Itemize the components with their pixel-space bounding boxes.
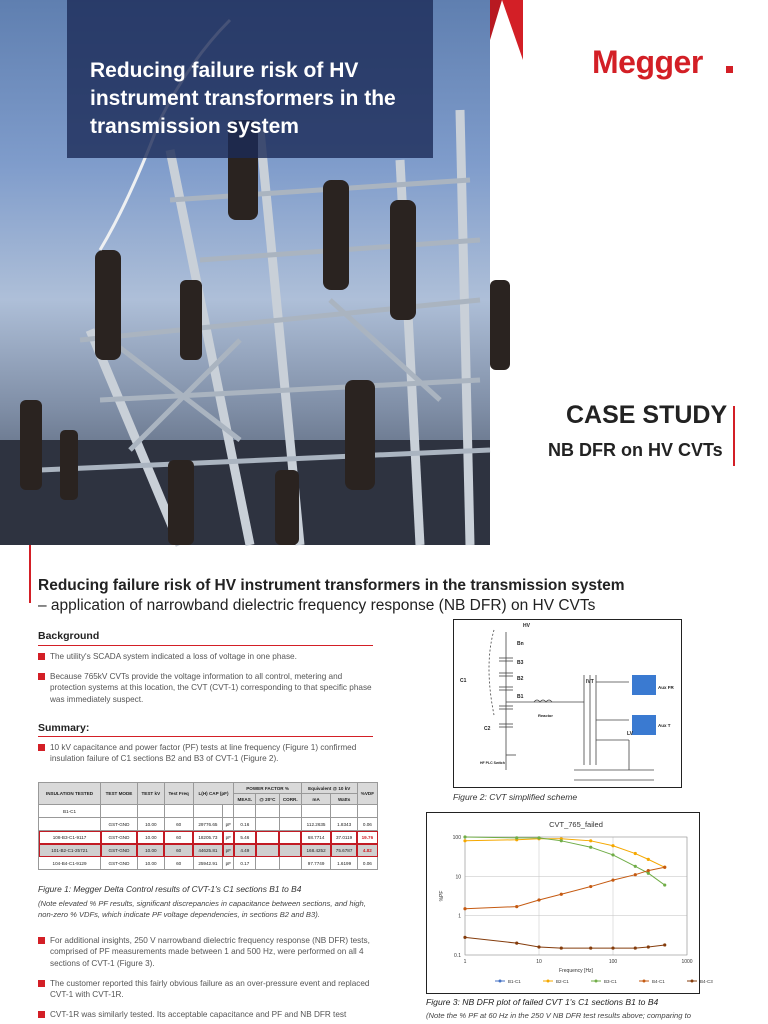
- table-cell: [256, 805, 280, 818]
- table-cell: GST-GND: [101, 857, 138, 870]
- label-b2: B2: [517, 676, 524, 682]
- figure3-caption: Figure 3: NB DFR plot of failed CVT 1's C1 sections B1 to B4: [426, 997, 659, 1007]
- table-cell: [101, 805, 138, 818]
- table-header: INSULATION TESTED: [39, 783, 101, 805]
- table-cell: [279, 844, 301, 857]
- table-row: [39, 831, 378, 844]
- summary-heading: Summary:: [38, 722, 90, 734]
- table-cell: 1.8343: [331, 818, 357, 831]
- table-cell: 60: [164, 844, 193, 857]
- table-cell: 10.00: [137, 818, 164, 831]
- data-point: [463, 839, 466, 842]
- label-aux-t: Aux T: [658, 723, 671, 728]
- table-cell: 104-B4-C1-9129: [39, 857, 101, 870]
- x-tick-label: 10: [536, 959, 542, 965]
- data-point: [647, 945, 650, 948]
- data-point: [463, 907, 466, 910]
- table-cell: [234, 805, 256, 818]
- megger-logo: Megger: [592, 44, 703, 80]
- background-bullet: Because 765kV CVTs provide the voltage information to all control, metering and protection systems at this location, the CVT (CVT-1) corresponding to that specific phase was immediately suspect.: [38, 671, 374, 705]
- body-bullet: CVT-1R was similarly tested. Its acceptable capacitance and PF and NB DFR test: [38, 1009, 374, 1020]
- table-cell: 4.49: [234, 844, 256, 857]
- data-point: [647, 869, 650, 872]
- label-ivt: IVT: [586, 679, 594, 685]
- table-cell: 168.4252: [301, 844, 331, 857]
- figure3-note: (Note the % PF at 60 Hz in the 250 V NB DFR test results above; comparing to: [426, 1011, 691, 1020]
- data-point: [560, 893, 563, 896]
- label-aux-fr: Aux FR: [658, 685, 674, 690]
- background-rule: [38, 645, 373, 646]
- table-header: POWER FACTOR %: [234, 783, 301, 794]
- table-cell: 101-B2-C1-25721: [39, 844, 101, 857]
- y-tick-label: 10: [455, 874, 461, 881]
- table-header: L(H) CAP (pF): [193, 783, 234, 805]
- data-point: [463, 835, 466, 838]
- table-cell: pF: [223, 844, 234, 857]
- table-cell: 5.46: [234, 831, 256, 844]
- data-point: [560, 839, 563, 842]
- table-cell: [223, 805, 234, 818]
- table-cell: 1.6199: [331, 857, 357, 870]
- case-study-subtitle: NB DFR on HV CVTs: [548, 440, 723, 460]
- table-cell: 10.00: [137, 831, 164, 844]
- data-point: [515, 905, 518, 908]
- case-study-accent-bar: [733, 406, 735, 466]
- table-cell: 0.06: [357, 857, 377, 870]
- label-b3: B3: [517, 660, 524, 666]
- legend-marker: [499, 980, 502, 983]
- background-heading: Background: [38, 630, 100, 642]
- table-subheader: CORR.: [279, 794, 301, 805]
- table-cell: 75.6787: [331, 844, 357, 857]
- figure3-chart-box: [426, 812, 713, 994]
- table-cell: pF: [223, 818, 234, 831]
- table-cell: 37.0119: [331, 831, 357, 844]
- data-point: [537, 945, 540, 948]
- delta-control-results-table: [38, 782, 378, 870]
- y-tick-label: 0.1: [454, 953, 461, 959]
- y-tick-label: 100: [452, 835, 461, 841]
- series-line: [465, 837, 665, 885]
- table-cell: [256, 818, 280, 831]
- legend-label: B2-C1: [556, 979, 569, 984]
- table-cell: [256, 844, 280, 857]
- table-cell: [256, 857, 280, 870]
- figure2-cvt-scheme: [453, 619, 682, 788]
- table-cell: 0.16: [234, 818, 256, 831]
- series-line: [465, 937, 665, 948]
- article-accent-bar: [29, 545, 31, 603]
- table-header: %VDF: [357, 783, 377, 805]
- table-subheader: mA: [301, 794, 331, 805]
- data-point: [611, 879, 614, 882]
- table-cell: pF: [223, 857, 234, 870]
- table-cell: [39, 818, 101, 831]
- table-header: Test Freq: [164, 783, 193, 805]
- data-point: [589, 846, 592, 849]
- data-point: [634, 852, 637, 855]
- table-cell: 25942.91: [193, 857, 223, 870]
- table-cell: [256, 831, 280, 844]
- data-point: [515, 836, 518, 839]
- cvt-scheme-diagram: [454, 620, 681, 787]
- label-reactor: Reactor: [538, 713, 553, 718]
- y-axis-label: %PF: [439, 890, 445, 902]
- legend-label: B4-C3: [700, 979, 713, 984]
- table-cell: 108-B3-C1-9117: [39, 831, 101, 844]
- body-bullet: For additional insights, 250 V narrowband dielectric frequency response (NB DFR) tests, comprised of PF measurements made between 1 and 500 Hz, were performed on all 4 sections of CVT-1 (Figure 3).: [38, 935, 374, 969]
- table-cell: 29776.65: [193, 818, 223, 831]
- data-point: [611, 844, 614, 847]
- table-cell: pF: [223, 831, 234, 844]
- table-cell: [279, 831, 301, 844]
- chart-title: CVT_765_failed: [549, 820, 603, 829]
- table-cell: 60: [164, 857, 193, 870]
- summary-bullet: 10 kV capacitance and power factor (PF) tests at line frequency (Figure 1) confirmed insulation failure of C1 sections B2 and B3 of CVT-1 (Figure 2).: [38, 742, 374, 765]
- body-bullet: The customer reported this fairly obvious failure as an over-pressure event and replaced CVT-1 with CVT-1R.: [38, 978, 374, 1001]
- legend-marker: [691, 980, 694, 983]
- label-c1: C1: [460, 678, 467, 684]
- table-cell: 10.00: [137, 857, 164, 870]
- plot-area-border: [465, 837, 687, 955]
- table-cell: GST-GND: [101, 831, 138, 844]
- table-cell: 10.00: [137, 844, 164, 857]
- table-cell: 60: [164, 831, 193, 844]
- table-subheader: Watts: [331, 794, 357, 805]
- x-axis-label: Frequency [Hz]: [559, 968, 593, 974]
- table-cell: GST-GND: [101, 818, 138, 831]
- data-point: [589, 946, 592, 949]
- data-point: [647, 858, 650, 861]
- summary-rule: [38, 736, 373, 737]
- table-cell: 0.06: [357, 818, 377, 831]
- nb-dfr-chart: [427, 813, 713, 993]
- background-bullet: The utility's SCADA system indicated a loss of voltage in one phase.: [38, 651, 374, 662]
- table-cell: [279, 818, 301, 831]
- table-cell: 112.2635: [301, 818, 331, 831]
- data-point: [663, 866, 666, 869]
- label-lv: LV: [627, 731, 634, 737]
- case-study-label: CASE STUDY: [566, 401, 728, 429]
- table-cell: GST-GND: [101, 844, 138, 857]
- article-subtitle: – application of narrowband dielectric frequency response (NB DFR) on HV CVTs: [38, 597, 596, 614]
- legend-marker: [595, 980, 598, 983]
- table-cell: B1-C1: [39, 805, 101, 818]
- table-cell: [331, 805, 357, 818]
- data-point: [515, 942, 518, 945]
- table-header: TEST kV: [137, 783, 164, 805]
- label-b1: B1: [517, 694, 524, 700]
- table-row: [39, 818, 378, 831]
- table-cell: [301, 805, 331, 818]
- table-cell: [193, 805, 223, 818]
- data-point: [589, 885, 592, 888]
- data-point: [537, 898, 540, 901]
- data-point: [634, 946, 637, 949]
- table-cell: 18205.73: [193, 831, 223, 844]
- table-cell: [357, 805, 377, 818]
- table-cell: [279, 805, 301, 818]
- data-point: [663, 883, 666, 886]
- article-title: Reducing failure risk of HV instrument transformers in the transmission system: [38, 577, 625, 594]
- label-hv: HV: [523, 623, 530, 629]
- hero-title: Reducing failure risk of HV instrument transformers in the transmission system: [90, 59, 396, 138]
- table-row: [39, 857, 378, 870]
- data-point: [560, 946, 563, 949]
- legend-label: B3-C1: [604, 979, 617, 984]
- legend-label: B4-C1: [652, 979, 665, 984]
- x-tick-label: 1000: [681, 959, 693, 965]
- table-cell: 68.7714: [301, 831, 331, 844]
- table-row: [39, 844, 378, 857]
- data-point: [463, 936, 466, 939]
- legend-label: B1-C1: [508, 979, 521, 984]
- label-hf-switch: HF PLC Switch: [480, 761, 505, 765]
- data-point: [537, 836, 540, 839]
- y-tick-label: 1: [458, 913, 461, 920]
- table-header: Equivalent @ 10 kV: [301, 783, 357, 794]
- table-header: TEST MODE: [101, 783, 138, 805]
- table-cell: 60: [164, 818, 193, 831]
- data-point: [589, 839, 592, 842]
- label-bn: Bn: [517, 641, 524, 647]
- logo-trademark-mark: [726, 66, 733, 73]
- table-subheader: @ 20°C: [256, 794, 280, 805]
- label-c2: C2: [484, 726, 491, 732]
- table-cell: [279, 857, 301, 870]
- data-point: [663, 943, 666, 946]
- data-point: [611, 853, 614, 856]
- figure2-caption: Figure 2: CVT simplified scheme: [453, 792, 578, 802]
- table-cell: 4.82: [357, 844, 377, 857]
- table-row: [39, 805, 378, 818]
- data-point: [634, 865, 637, 868]
- table-cell: 44625.81: [193, 844, 223, 857]
- table-cell: 19.76: [357, 831, 377, 844]
- table-cell: [164, 805, 193, 818]
- table-cell: 0.17: [234, 857, 256, 870]
- x-tick-label: 1: [463, 959, 467, 965]
- table-subheader: MEAS.: [234, 794, 256, 805]
- data-point: [634, 873, 637, 876]
- legend-marker: [547, 980, 550, 983]
- figure1-note: (Note elevated % PF results, significant discrepancies in capacitance between sections, and high, non-zero % VDFs, which indicate PF voltage dependencies, in sections B2 and B3).: [38, 899, 366, 919]
- legend-marker: [643, 980, 646, 983]
- x-tick-label: 100: [608, 959, 618, 965]
- figure1-caption: Figure 1: Megger Delta Control results of CVT-1's C1 sections B1 to B4: [38, 884, 302, 894]
- table-cell: [137, 805, 164, 818]
- data-point: [611, 946, 614, 949]
- table-cell: 97.7749: [301, 857, 331, 870]
